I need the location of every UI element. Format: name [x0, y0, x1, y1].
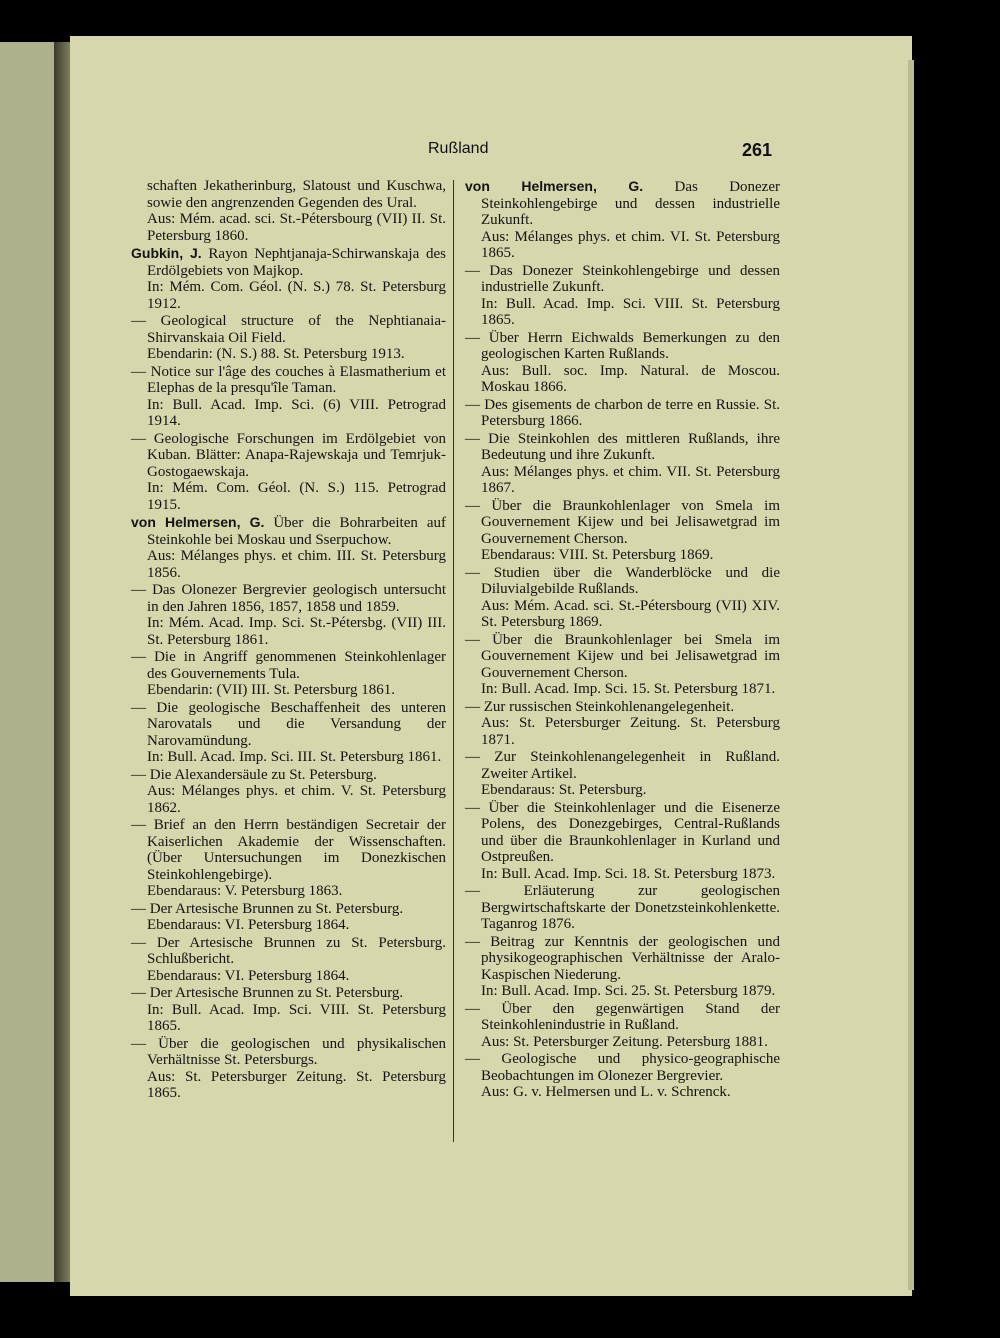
entry-source: Aus: Mélanges phys. et chim. VII. St. Petersburg 1867. — [481, 463, 780, 496]
entry-title — [131, 313, 446, 346]
entry-title — [131, 1036, 446, 1069]
entry-title — [131, 700, 446, 750]
entry-title — [465, 431, 780, 464]
bibliography-entry — [131, 431, 446, 514]
bibliography-entry — [465, 800, 780, 883]
entry-title — [465, 883, 780, 933]
entry-title-text: — Geologische Forschungen im Erdölgebiet von Kuban. Blätter: Anapa-Rajewskaja und Temrjuk-Gostogaewskaja. — [131, 430, 446, 480]
entry-title — [465, 800, 780, 866]
entry-title-text: schaften Jekatherinburg, Slatoust und Kuschwa, sowie den angrenzenden Gegenden des Ural. — [147, 178, 446, 211]
entry-source: Ebendarin: (VII) III. St. Petersburg 1861. — [147, 682, 395, 698]
entry-title — [131, 364, 446, 397]
bibliography-entry — [131, 245, 446, 312]
entry-title-text: — Das Donezer Steinkohlengebirge und dessen industrielle Zukunft. — [465, 262, 780, 295]
entry-source: Ebendaraus: St. Petersburg. — [481, 782, 647, 798]
entry-title-text: — Beitrag zur Kenntnis der geologischen und physikogeographischen Verhältnisse der Aralo-Kaspischen Niederung. — [465, 933, 780, 983]
bibliography-entry — [465, 699, 780, 749]
column-divider — [453, 180, 454, 1142]
entry-title — [131, 514, 446, 548]
entry-title — [131, 649, 446, 682]
entry-title — [465, 632, 780, 682]
entry-title — [465, 699, 780, 716]
entry-title — [465, 1001, 780, 1034]
entry-source: In: Mém. Acad. Imp. Sci. St.-Pétersbg. (VII) III. St. Petersburg 1861. — [147, 615, 446, 648]
entry-title-text: — Der Artesische Brunnen zu St. Petersburg. — [131, 985, 404, 1001]
entry-source: In: Bull. Acad. Imp. Sci. 18. St. Petersburg 1873. — [481, 865, 776, 882]
bibliography-entry — [465, 934, 780, 1000]
entry-title-text: — Die Alexandersäule zu St. Petersburg. — [131, 766, 377, 783]
entry-title-text: — Der Artesische Brunnen zu St. Petersburg. — [131, 900, 404, 917]
entry-title — [131, 767, 446, 784]
entry-title-text: — Das Olonezer Bergrevier geologisch untersucht in den Jahren 1856, 1857, 1858 und 1859. — [131, 582, 446, 615]
bibliography-entry — [131, 767, 446, 817]
bibliography-entry — [131, 1036, 446, 1102]
entry-title — [131, 178, 446, 211]
entry-title — [465, 263, 780, 296]
entry-title-text: — Notice sur l'âge des couches à Elasmatherium et Elephas de la presqu'île Taman. — [131, 363, 446, 396]
bibliography-entry — [131, 364, 446, 430]
entry-source: Aus: St. Petersburger Zeitung. St. Petersburg 1865. — [147, 1068, 446, 1101]
bibliography-entry — [465, 565, 780, 631]
entry-title-text: — Über die Braunkohlenlager von Smela im Gouvernement Kijew und bei Jelisawetgrad im Gouvernement Cherson. — [465, 497, 780, 547]
entry-title-text: — Brief an den Herrn beständigen Secretair der Kaiserlichen Akademie der Wissenschaften. (Über Untersuchungen im Donezkischen Steinkohlengebirge). — [131, 817, 446, 883]
entry-title-text: — Die Steinkohlen des mittleren Rußlands, ihre Bedeutung und ihre Zukunft. — [465, 430, 780, 463]
bibliography-entry — [131, 649, 446, 699]
entry-title-text: — Des gisements de charbon de terre en Russie. St. Petersburg 1866. — [465, 396, 780, 429]
entry-title — [465, 934, 780, 984]
entry-title — [131, 431, 446, 481]
entry-source: In: Mém. Com. Géol. (N. S.) 115. Petrograd 1915. — [147, 480, 446, 513]
bibliography-entry — [131, 514, 446, 581]
entry-title — [465, 498, 780, 548]
bibliography-entry — [465, 632, 780, 698]
bibliography-entry — [131, 817, 446, 900]
book-gutter — [54, 42, 70, 1282]
entry-title-text: — Geological structure of the Nephtianaia-Shirvanskaia Oil Field. — [131, 313, 446, 346]
entry-title — [465, 330, 780, 363]
entry-title-text: — Über Herrn Eichwalds Bemerkungen zu den geologischen Karten Rußlands. — [465, 329, 780, 362]
entry-source: Aus: Mém. acad. sci. St.-Pétersbourg (VII) II. St. Petersburg 1860. — [147, 211, 446, 244]
entry-source: Ebendaraus: VI. Petersburg 1864. — [147, 917, 350, 933]
entry-source: Ebendaraus: VI. Petersburg 1864. — [147, 967, 350, 984]
entry-author: Gubkin, J. — [131, 245, 202, 261]
entry-source: In: Bull. Acad. Imp. Sci. 15. St. Petersburg 1871. — [481, 681, 776, 697]
entry-title-text: — Über die Steinkohlenlager und die Eisenerze Polens, des Donezgebirges, Central-Rußlands und über die Braunkohlenlager in Kurland und Ostpreußen. — [465, 799, 780, 865]
entry-source: In: Mém. Com. Géol. (N. S.) 78. St. Petersburg 1912. — [147, 279, 446, 312]
bibliography-entry — [465, 178, 780, 262]
entry-author: von Helmersen, G. — [465, 178, 644, 194]
bibliography-entry — [465, 749, 780, 799]
bibliography-entry — [465, 1051, 780, 1101]
entry-title — [131, 245, 446, 279]
entry-title — [131, 582, 446, 615]
entry-source: Aus: St. Petersburger Zeitung. Petersburg 1881. — [481, 1033, 768, 1050]
entry-title-text: — Erläuterung zur geologischen Bergwirtschaftskarte der Donetzsteinkohlenkette. Taganrog 1876. — [465, 883, 780, 932]
entry-title-text: — Über den gegenwärtigen Stand der Steinkohlenindustrie in Rußland. — [465, 1000, 780, 1033]
entry-title — [465, 565, 780, 598]
bibliography-entry — [465, 1001, 780, 1051]
page-number: 261 — [742, 140, 773, 160]
entry-source: Aus: Mélanges phys. et chim. V. St. Petersburg 1862. — [147, 783, 446, 816]
entry-title — [465, 749, 780, 782]
entry-source: Aus: Mélanges phys. et chim. III. St. Petersburg 1856. — [147, 548, 446, 581]
entry-title-text: — Studien über die Wanderblöcke und die Diluvialgebilde Rußlands. — [465, 564, 780, 597]
entry-title — [465, 397, 780, 430]
entry-title-text: — Über die geologischen und physikalischen Verhältnisse St. Petersburgs. — [131, 1035, 446, 1068]
entry-title — [131, 817, 446, 883]
entry-author: von Helmersen, G. — [131, 514, 265, 530]
entry-title — [131, 901, 446, 918]
entry-source: Ebendarin: (N. S.) 88. St. Petersburg 1913. — [147, 346, 405, 362]
entry-source: Aus: G. v. Helmersen und L. v. Schrenck. — [481, 1084, 731, 1100]
entry-title-text: Rayon Nephtjanaja-Schirwanskaja des Erdölgebiets von Majkop. — [147, 246, 446, 279]
entry-source: Aus: Mélanges phys. et chim. VI. St. Petersburg 1865. — [481, 228, 780, 261]
entry-title — [465, 1051, 780, 1084]
running-title: Rußland — [428, 140, 489, 157]
entry-source: In: Bull. Acad. Imp. Sci. (6) VIII. Petrograd 1914. — [147, 396, 446, 429]
entry-title — [131, 935, 446, 968]
left-column — [131, 178, 446, 1103]
entry-title-text: — Geologische und physico-geographische Beobachtungen im Olonezer Bergrevier. — [465, 1051, 780, 1084]
entry-source: In: Bull. Acad. Imp. Sci. VIII. St. Petersburg 1865. — [147, 1001, 446, 1034]
entry-source: Aus: Mém. Acad. sci. St.-Pétersbourg (VII) XIV. St. Petersburg 1869. — [481, 597, 780, 630]
entry-source: Ebendaraus: VIII. St. Petersburg 1869. — [481, 547, 714, 563]
bibliography-entry — [465, 397, 780, 430]
bibliography-entry — [465, 498, 780, 564]
bibliography-entry — [465, 431, 780, 497]
bibliography-entry — [465, 330, 780, 396]
previous-page-edge — [0, 42, 54, 1282]
right-column — [465, 178, 780, 1102]
bibliography-entry — [131, 700, 446, 766]
entry-title — [131, 985, 446, 1002]
bibliography-entry — [465, 263, 780, 329]
bibliography-entry — [465, 883, 780, 933]
bibliography-entry — [131, 985, 446, 1035]
entry-title-text: — Der Artesische Brunnen zu St. Petersburg. Schlußbericht. — [131, 934, 446, 967]
bibliography-entry — [131, 582, 446, 648]
entry-source: Aus: Bull. soc. Imp. Natural. de Moscou. Moskau 1866. — [481, 362, 780, 395]
entry-title-text: — Zur Steinkohlenangelegenheit in Rußland. Zweiter Artikel. — [465, 749, 780, 782]
bibliography-entry — [131, 935, 446, 985]
bibliography-entry — [131, 178, 446, 244]
bibliography-entry — [131, 313, 446, 363]
entry-source: In: Bull. Acad. Imp. Sci. VIII. St. Petersburg 1865. — [481, 295, 780, 328]
entry-title-text: — Über die Braunkohlenlager bei Smela im Gouvernement Kijew und bei Jelisawetgrad im Gouvernement Cherson. — [465, 631, 780, 681]
entry-title-text: Das Donezer Steinkohlengebirge und dessen industrielle Zukunft. — [481, 179, 780, 228]
entry-title-text: Über die Bohrarbeiten auf Steinkohle bei Moskau und Sserpuchow. — [147, 515, 446, 548]
bibliography-entry — [131, 901, 446, 934]
entry-title-text: — Die geologische Beschaffenheit des unteren Narovatals und die Versandung der Narovamündung. — [131, 699, 446, 749]
entry-source: In: Bull. Acad. Imp. Sci. III. St. Petersburg 1861. — [147, 749, 442, 765]
entry-title — [465, 178, 780, 229]
entry-title-text: — Die in Angriff genommenen Steinkohlenlager des Gouvernements Tula. — [131, 649, 446, 682]
page-stack-edge — [908, 60, 914, 1290]
entry-title-text: — Zur russischen Steinkohlenangelegenheit. — [465, 698, 735, 715]
entry-source: Aus: St. Petersburger Zeitung. St. Petersburg 1871. — [481, 715, 780, 748]
entry-source: In: Bull. Acad. Imp. Sci. 25. St. Petersburg 1879. — [481, 983, 776, 999]
entry-source: Ebendaraus: V. Petersburg 1863. — [147, 883, 343, 899]
